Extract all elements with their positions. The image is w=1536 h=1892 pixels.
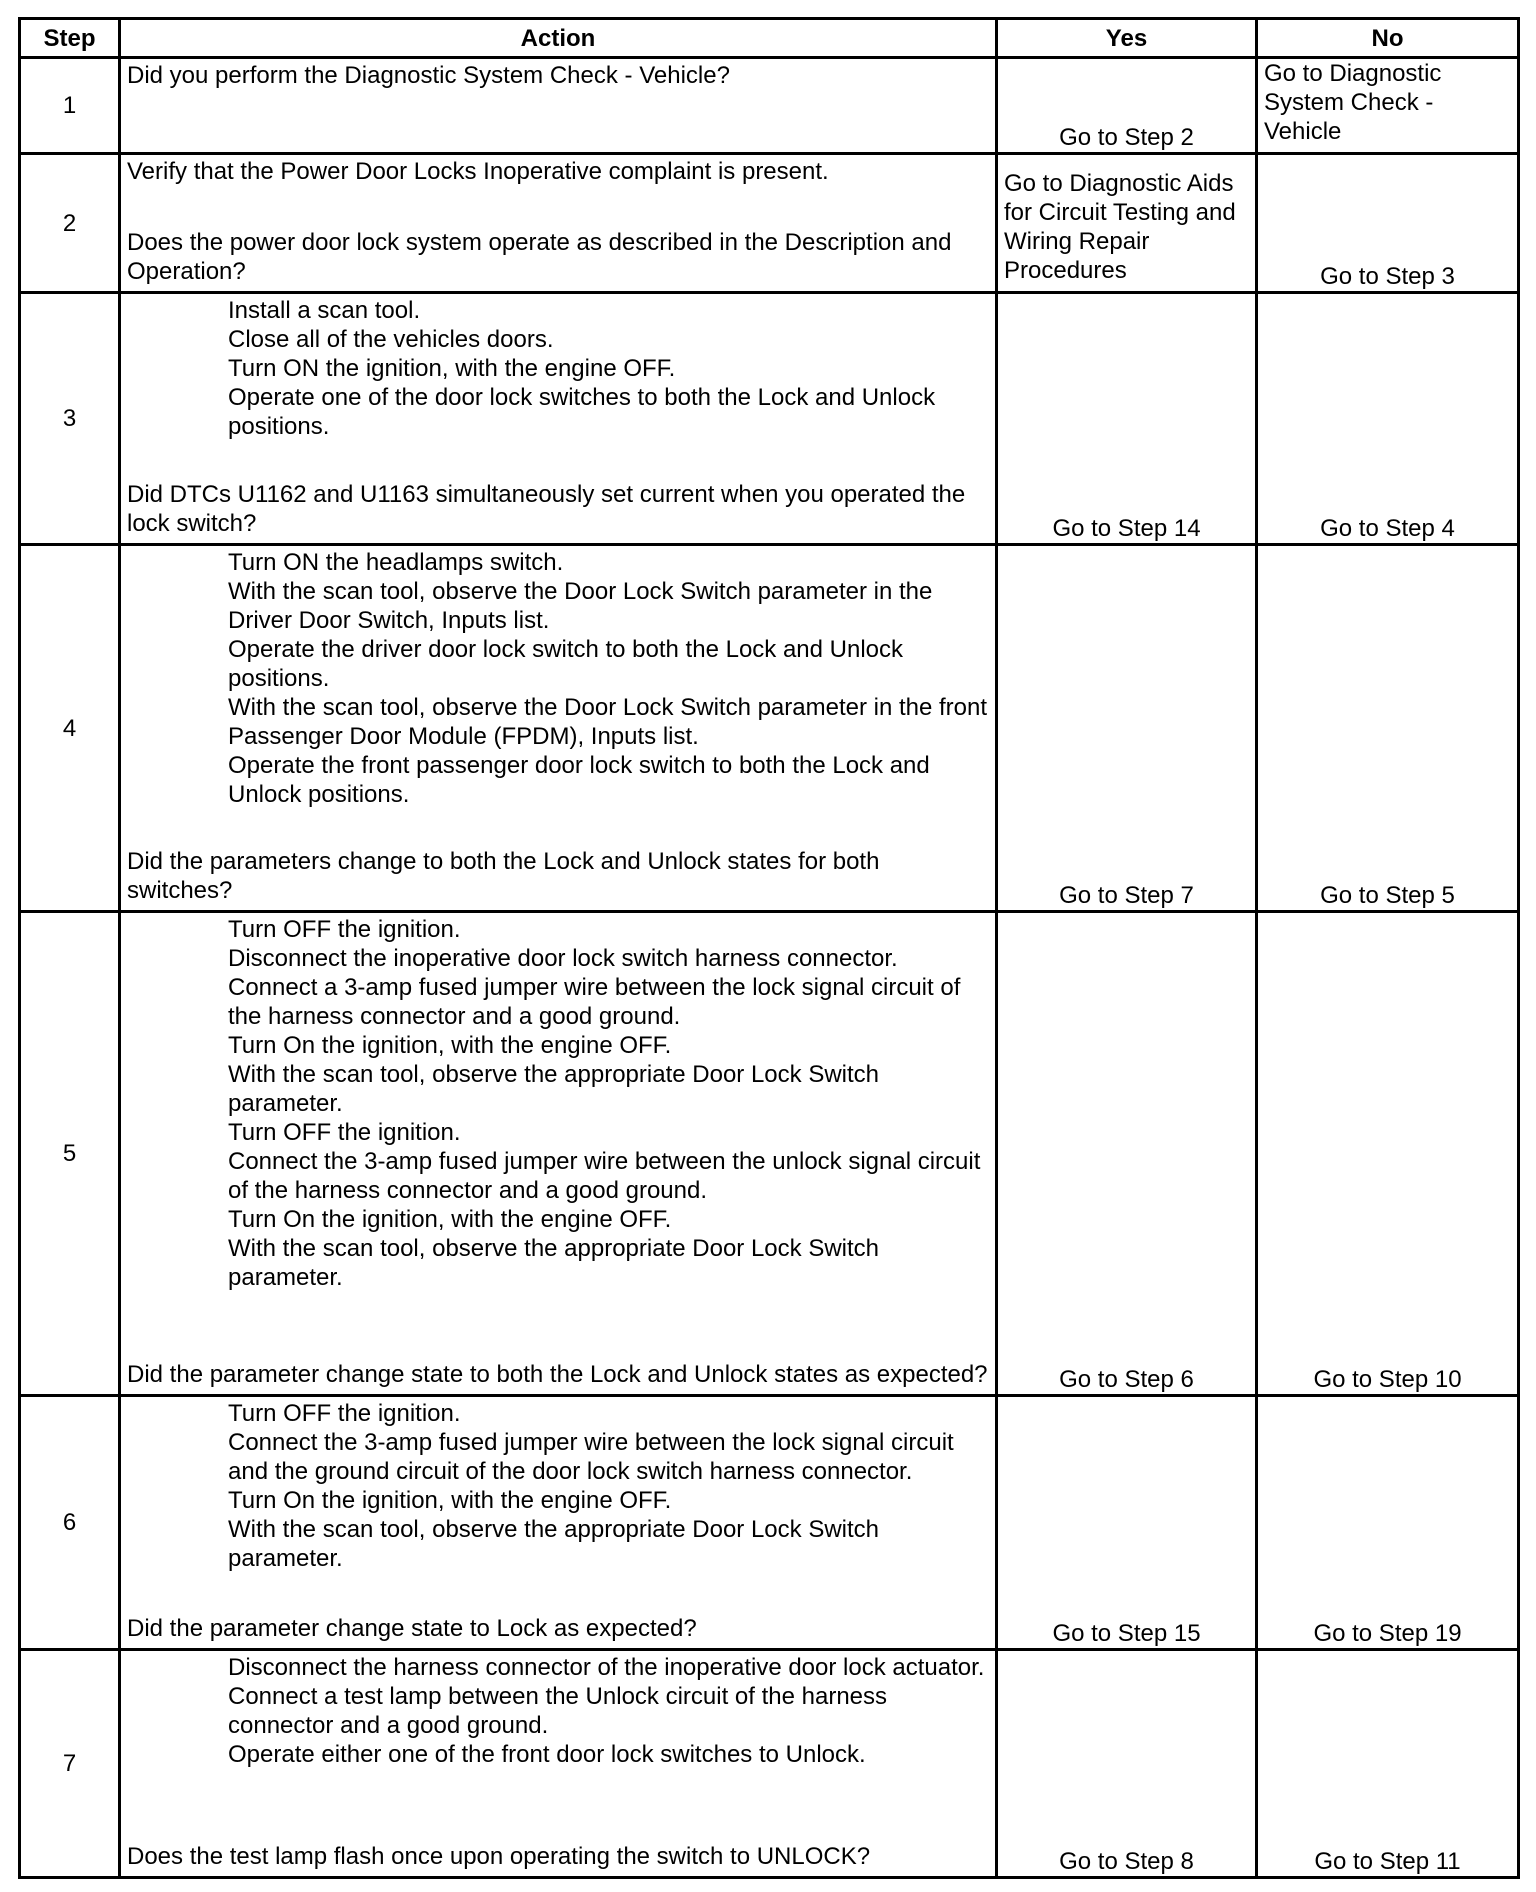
action-cell (120, 1650, 997, 1878)
header-row (20, 19, 1519, 58)
action-step-line: With the scan tool, observe the Door Lock Switch parameter in the Driver Door Switch, Inputs list. (228, 578, 933, 634)
action-step-line: Disconnect the harness connector of the inoperative door lock actuator. (228, 1654, 985, 1681)
action-cell (120, 912, 997, 1396)
step-number: 6 (20, 1396, 120, 1650)
action-steps (127, 1651, 989, 1769)
step-number: 2 (20, 154, 120, 293)
table-row (20, 293, 1519, 545)
table-row (20, 912, 1519, 1396)
action-question: Did DTCs U1162 and U1163 simultaneously set current when you operated the lock switch? (127, 481, 966, 537)
table-row (20, 545, 1519, 912)
action-step-line: Turn OFF the ignition. (228, 1400, 461, 1427)
action-cell (120, 154, 997, 293)
action-step-line: Disconnect the inoperative door lock switch harness connector. (228, 945, 898, 972)
action-step-line: Turn OFF the ignition. (228, 916, 461, 943)
action-step-line: With the scan tool, observe the appropriate Door Lock Switch parameter. (228, 1516, 879, 1572)
action-question: Does the test lamp flash once upon operating the switch to UNLOCK? (127, 1843, 871, 1870)
diagnostic-table (18, 17, 1520, 1879)
action-question: Did the parameters change to both the Lock and Unlock states for both switches? (127, 848, 880, 904)
action-question: Did the parameter change state to both the Lock and Unlock states as expected? (127, 1361, 988, 1388)
action-steps (127, 546, 989, 809)
yes-cell: Go to Step 7 (997, 545, 1257, 912)
step-number: 7 (20, 1650, 120, 1878)
action-question: Did the parameter change state to Lock as expected? (127, 1615, 697, 1642)
header-step: Step (20, 19, 120, 58)
action-step-line: With the scan tool, observe the appropriate Door Lock Switch parameter. (228, 1235, 879, 1291)
header-no: No (1257, 19, 1519, 58)
action-step-line: Operate the driver door lock switch to both the Lock and Unlock positions. (228, 636, 904, 692)
table-row (20, 1650, 1519, 1878)
action-question: Did you perform the Diagnostic System Check - Vehicle? (127, 62, 730, 89)
action-step-line: Turn OFF the ignition. (228, 1119, 461, 1146)
table-row (20, 1396, 1519, 1650)
no-cell: Go to Step 5 (1257, 545, 1519, 912)
step-number: 1 (20, 58, 120, 154)
action-cell (120, 293, 997, 545)
action-step-line: Operate either one of the front door lock switches to Unlock. (228, 1741, 866, 1768)
action-step-line: Operate the front passenger door lock switch to both the Lock and Unlock positions. (228, 752, 930, 808)
action-cell (120, 1396, 997, 1650)
table-row (20, 58, 1519, 154)
yes-cell: Go to Step 2 (997, 58, 1257, 154)
action-steps (127, 294, 989, 441)
no-cell: Go to Step 3 (1257, 154, 1519, 293)
yes-cell: Go to Step 6 (997, 912, 1257, 1396)
action-intro: Verify that the Power Door Locks Inoperative complaint is present. (127, 158, 829, 185)
action-steps (127, 913, 989, 1292)
yes-cell: Go to Step 8 (997, 1650, 1257, 1878)
action-steps (127, 1397, 989, 1573)
no-cell: Go to Step 4 (1257, 293, 1519, 545)
action-step-line: Install a scan tool. (228, 297, 421, 324)
action-step-line: With the scan tool, observe the Door Lock Switch parameter in the front Passenger Door Module (FPDM), Inputs list. (228, 694, 988, 750)
no-cell: Go to Step 11 (1257, 1650, 1519, 1878)
action-step-line: Operate one of the door lock switches to both the Lock and Unlock positions. (228, 384, 936, 440)
step-number: 4 (20, 545, 120, 912)
action-step-line: Connect a 3-amp fused jumper wire between the lock signal circuit of the harness connector and a good ground. (228, 974, 961, 1030)
yes-cell: Go to Diagnostic Aids for Circuit Testing and Wiring Repair Procedures (997, 154, 1257, 293)
no-cell: Go to Diagnostic System Check - Vehicle (1257, 58, 1519, 154)
action-step-line: Turn ON the headlamps switch. (228, 549, 564, 576)
action-cell (120, 545, 997, 912)
action-step-line: Turn On the ignition, with the engine OFF. (228, 1487, 672, 1514)
header-yes: Yes (997, 19, 1257, 58)
action-step-line: Connect the 3-amp fused jumper wire between the unlock signal circuit of the harness connector and a good ground. (228, 1148, 981, 1204)
action-cell (120, 58, 997, 154)
step-number: 3 (20, 293, 120, 545)
yes-cell: Go to Step 15 (997, 1396, 1257, 1650)
action-step-line: Turn On the ignition, with the engine OFF. (228, 1032, 672, 1059)
action-step-line: Connect a test lamp between the Unlock circuit of the harness connector and a good ground. (228, 1683, 888, 1739)
action-step-line: Close all of the vehicles doors. (228, 326, 554, 353)
action-step-line: With the scan tool, observe the appropriate Door Lock Switch parameter. (228, 1061, 879, 1117)
action-step-line: Turn On the ignition, with the engine OFF. (228, 1206, 672, 1233)
no-cell: Go to Step 10 (1257, 912, 1519, 1396)
table-row (20, 154, 1519, 293)
step-number: 5 (20, 912, 120, 1396)
yes-cell: Go to Step 14 (997, 293, 1257, 545)
header-action: Action (120, 19, 997, 58)
action-step-line: Turn ON the ignition, with the engine OFF. (228, 355, 676, 382)
no-cell: Go to Step 19 (1257, 1396, 1519, 1650)
action-step-line: Connect the 3-amp fused jumper wire between the lock signal circuit and the ground circuit of the door lock switch harness connector. (228, 1429, 954, 1485)
action-question: Does the power door lock system operate as described in the Description and Operation? (127, 229, 952, 285)
